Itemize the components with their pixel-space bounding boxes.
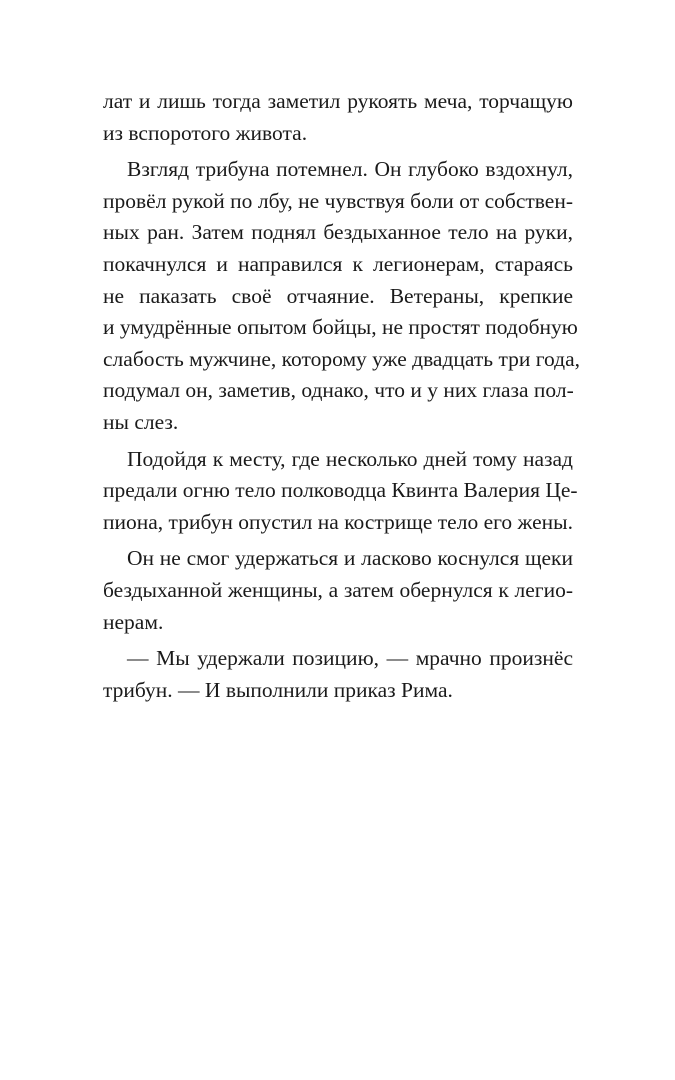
text-line: нерам. (103, 609, 164, 634)
text-line: ны слез. (103, 409, 179, 434)
text-line: лат и лишь тогда заметил рукоять меча, торчащую (103, 89, 573, 113)
text-line: и умудрённые опытом бойцы, не простят подобную (103, 315, 578, 340)
paragraph (103, 444, 578, 539)
text-line: Он не смог удержаться и ласково коснулся щеки (127, 546, 573, 571)
text-line: провёл рукой по лбу, не чувствуя боли от собствен- (103, 188, 573, 213)
paragraph (103, 154, 581, 438)
body-text (103, 86, 581, 706)
text-line: пиона, трибун опустил на кострище тело его жены. (103, 509, 573, 534)
text-line: Взгляд трибуна потемнел. Он глубоко вздохнул, (127, 157, 573, 182)
text-line: покачнулся и направился к легионерам, стараясь (103, 251, 573, 276)
text-line: не паказать своё отчаяние. Ветераны, крепкие (103, 283, 573, 308)
text-line: бездыханной женщины, а затем обернулся к легио- (103, 577, 573, 602)
text-line: ных ран. Затем поднял бездыханное тело на руки, (103, 220, 573, 245)
paragraph (103, 543, 573, 638)
text-line: предали огню тело полководца Квинта Валерия Це- (103, 478, 578, 503)
paragraph (103, 86, 573, 149)
text-line: подумал он, заметив, однако, что и у них глаза пол- (103, 378, 574, 403)
text-line: из вспоротого живота. (103, 120, 308, 145)
text-line: Подойдя к месту, где несколько дней тому назад (127, 446, 573, 471)
text-line: слабость мужчине, которому уже двадцать три года, (103, 346, 581, 371)
text-line: трибун. — И выполнили приказ Рима. (103, 677, 453, 702)
text-line: — Мы удержали позицию, — мрачно произнёс (127, 646, 573, 671)
paragraph (103, 643, 573, 706)
